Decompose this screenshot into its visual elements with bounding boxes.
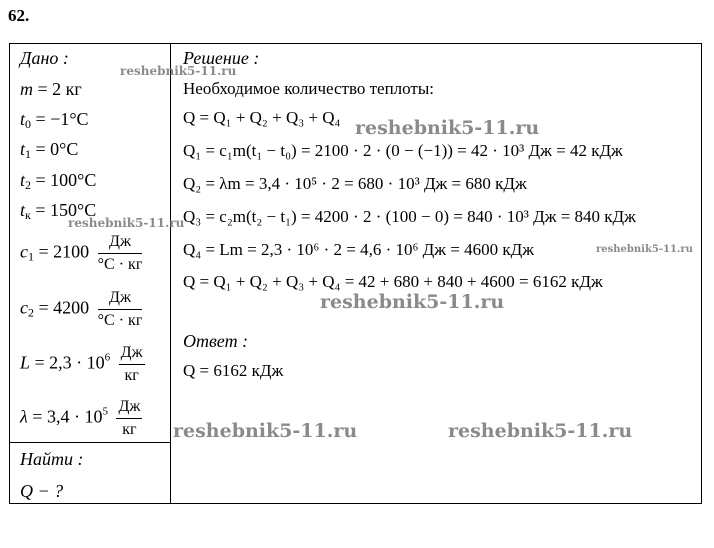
given-c2: $c_2 = 4200$ $\frac{Дж}{^\circ C \cdot кг}$	[20, 289, 143, 329]
given-find-divider	[9, 442, 171, 443]
watermark: reshebnik5-11.ru	[355, 117, 540, 139]
L-units: $\frac{Дж}{кг}$	[120, 344, 143, 384]
solution-intro: Необходимое количество теплоты:	[183, 79, 435, 98]
solution-eq3: Q₂ = λm = 3,4 · 10⁵ · 2 = 680 · 10³ Дж = 680 кДж	[183, 174, 527, 193]
watermark: reshebnik5-11.ru	[68, 216, 185, 230]
given-c1: $c_1 = 2100$ $\frac{Дж}{^\circ C \cdot кг}$	[20, 233, 143, 273]
given-t0: $t_0 = -1^\circ C$	[20, 109, 89, 131]
column-divider	[170, 43, 171, 504]
watermark: reshebnik5-11.ru	[448, 420, 633, 442]
watermark: reshebnik5-11.ru	[120, 64, 237, 78]
watermark: reshebnik5-11.ru	[173, 420, 358, 442]
given-header: Дано :	[20, 48, 69, 68]
solution-eq4: Q₃ = c₂m(t₂ − t₁) = 4200 · 2 · (100 − 0) = 840 · 10³ Дж = 840 кДж	[183, 207, 636, 226]
answer-header: Ответ :	[183, 331, 249, 351]
solution-eq1: Q = Q₁ + Q₂ + Q₃ + Q₄	[183, 108, 341, 127]
find-header: Найти :	[20, 449, 84, 469]
find-value: Q − ?	[20, 481, 64, 501]
given-lambda: $\lambda = 3,4 \cdot 10^5$ $\frac{Дж}{кг}$	[20, 398, 141, 438]
given-t2: $t_2 = 100^\circ C$	[20, 170, 97, 192]
problem-number: 62.	[8, 6, 30, 25]
answer-value: Q = 6162 кДж	[183, 361, 284, 380]
solution-eq2: Q₁ = c₁m(t₁ − t₀) = 2100 · 2 · (0 − (−1)) = 42 · 10³ Дж = 42 кДж	[183, 141, 623, 160]
given-mass: m = 2 кг	[20, 79, 82, 99]
c1-units: $\frac{Дж}{^\circ C \cdot кг}$	[97, 233, 143, 273]
solution-eq6: Q = Q₁ + Q₂ + Q₃ + Q₄ = 42 + 680 + 840 + 4600 = 6162 кДж	[183, 272, 603, 291]
watermark: reshebnik5-11.ru	[596, 244, 693, 255]
given-tk: $t_к = 150^\circ C$	[20, 200, 97, 222]
c2-units: $\frac{Дж}{^\circ C \cdot кг}$	[97, 289, 143, 329]
watermark: reshebnik5-11.ru	[320, 291, 505, 313]
given-t1: $t_1 = 0^\circ C$	[20, 139, 79, 161]
solution-header: Решение :	[183, 48, 260, 68]
solution-eq5: Q₄ = Lm = 2,3 · 10⁶ · 2 = 4,6 · 10⁶ Дж = 4600 кДж	[183, 240, 534, 259]
given-L: $L = 2,3 \cdot 10^6$ $\frac{Дж}{кг}$	[20, 344, 143, 384]
lambda-units: $\frac{Дж}{кг}$	[118, 398, 141, 438]
